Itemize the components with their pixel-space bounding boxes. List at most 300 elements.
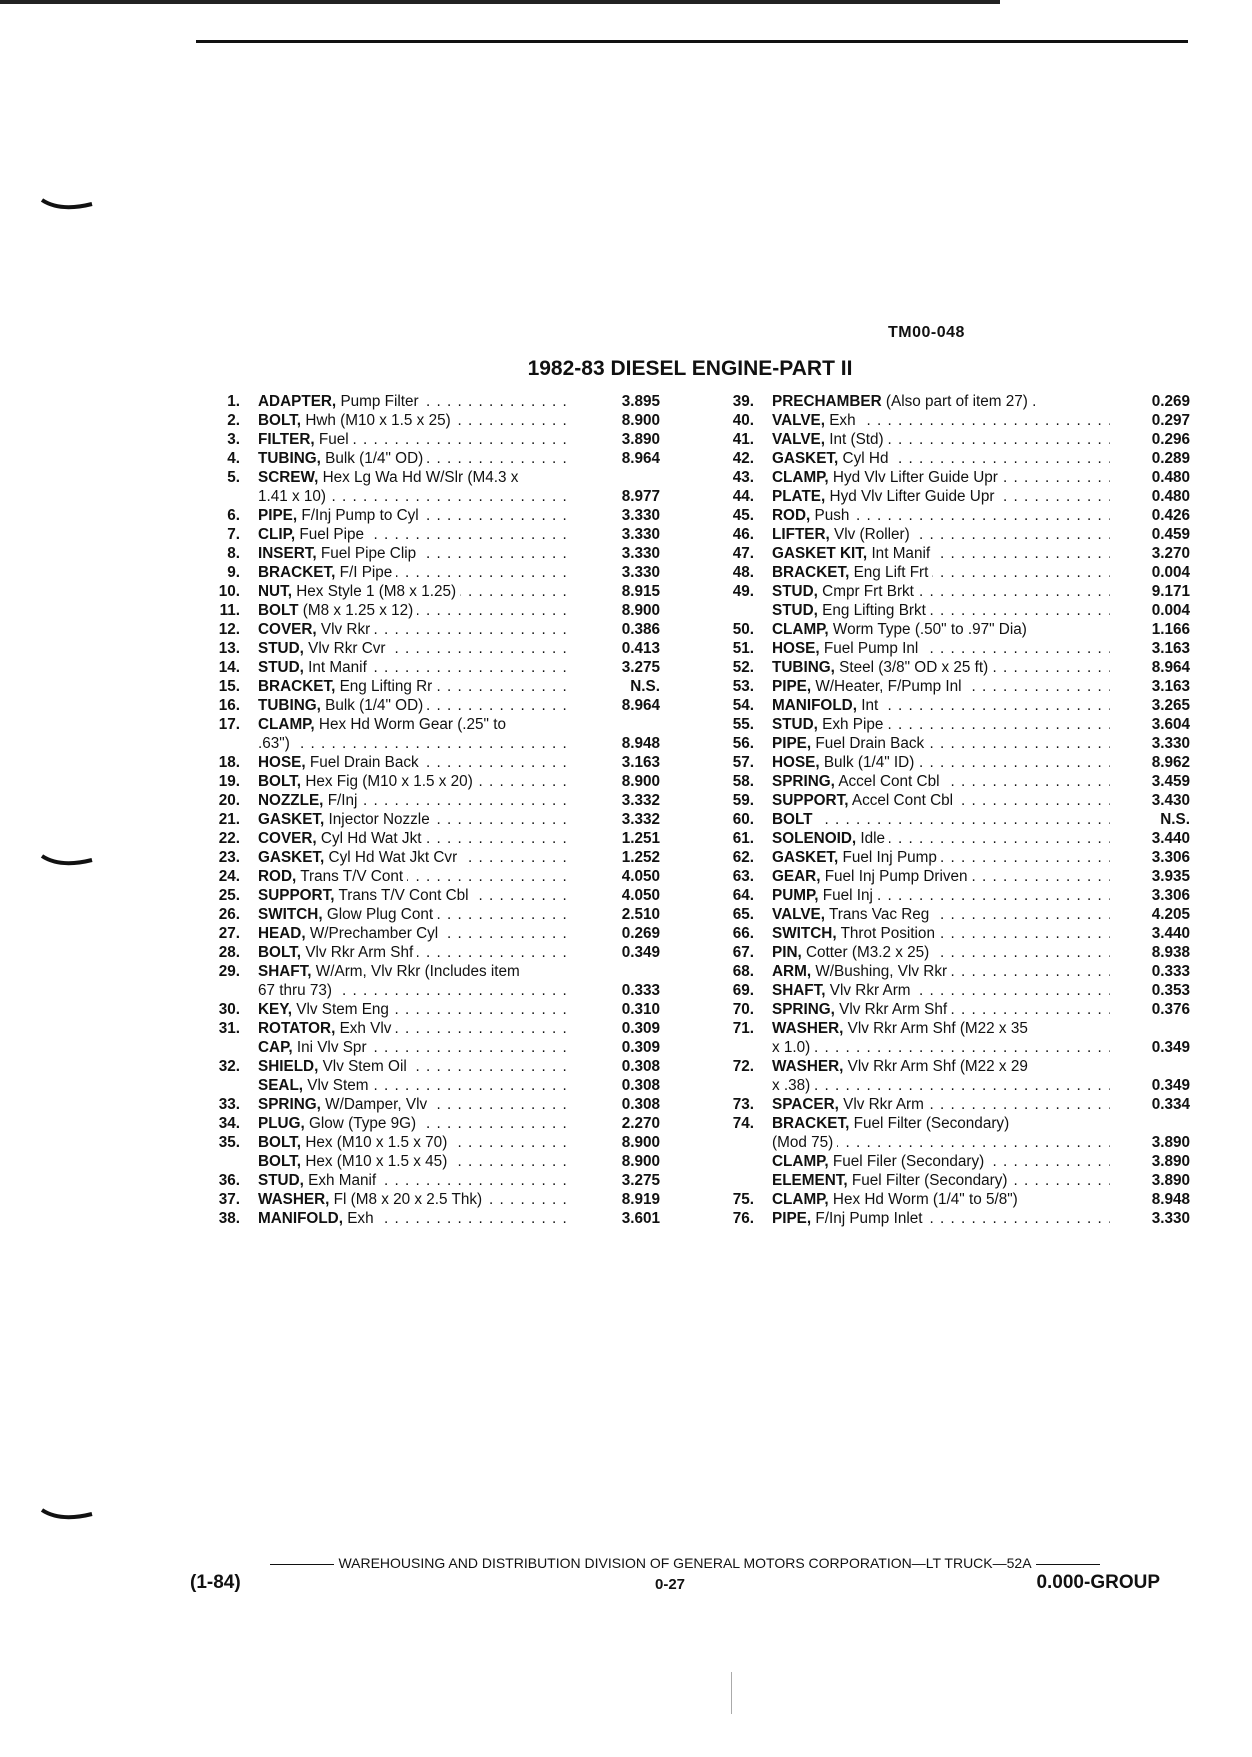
item-description-text <box>772 963 951 980</box>
item-description-text <box>772 1077 814 1094</box>
parts-list-row <box>704 867 1190 886</box>
part-name: CLAMP, <box>258 716 315 733</box>
item-description-text <box>772 1001 951 1018</box>
part-detail: Hex Hd Worm (1/4" to 5/8") <box>832 1191 1018 1208</box>
part-name: SHAFT, <box>258 963 312 980</box>
item-description-text <box>772 431 888 448</box>
item-description-text <box>772 393 1040 410</box>
item-number: 52. <box>732 659 754 676</box>
part-name: COVER, <box>258 830 317 847</box>
item-number: 48. <box>732 564 754 581</box>
parts-list-row <box>704 1133 1190 1152</box>
part-detail: Vlv Rkr Arm Shf <box>839 1001 948 1018</box>
parts-list-row <box>704 677 1190 696</box>
part-name: WASHER, <box>258 1191 330 1208</box>
item-number: 68. <box>732 963 754 980</box>
part-detail: Fuel Filter (Secondary) <box>851 1172 1008 1189</box>
item-number: 25. <box>218 887 240 904</box>
parts-list-row <box>704 1019 1190 1038</box>
item-description <box>258 1114 574 1133</box>
item-description-text <box>258 1210 378 1227</box>
item-number: 15. <box>218 678 240 695</box>
part-number-value: 4.205 <box>1151 906 1190 923</box>
part-name: TUBING, <box>258 450 321 467</box>
item-description-text <box>772 450 892 467</box>
parts-list-row <box>190 848 660 867</box>
parts-list-row <box>704 810 1190 829</box>
part-number-value: 3.459 <box>1151 773 1190 790</box>
part-number-value: 0.309 <box>621 1020 660 1037</box>
item-number: 23. <box>218 849 240 866</box>
part-detail: Cyl Hd Wat Jkt <box>320 830 422 847</box>
part-detail: Cyl Hd Wat Jkt Cvr <box>328 849 458 866</box>
part-detail: 67 thru 73) <box>258 982 332 999</box>
part-number-value: 2.510 <box>621 906 660 923</box>
item-description-text <box>258 412 455 429</box>
part-number-value: 0.349 <box>1151 1077 1190 1094</box>
item-description <box>258 696 574 715</box>
scan-mark <box>731 1672 732 1714</box>
part-number-value: 4.050 <box>621 868 660 885</box>
part-number-value: 1.251 <box>621 830 660 847</box>
part-detail: Int (Std) <box>829 431 884 448</box>
item-description-text <box>258 830 425 847</box>
item-description-text <box>258 754 423 771</box>
part-detail: Int <box>861 697 879 714</box>
part-name: INSERT, <box>258 545 317 562</box>
part-detail: Fuel Pump Inl <box>823 640 919 657</box>
parts-list-row <box>190 563 660 582</box>
item-number: 65. <box>732 906 754 923</box>
part-detail: Vlv Rkr Cvr <box>308 640 386 657</box>
part-number-value: 8.900 <box>621 1153 660 1170</box>
part-name: GASKET, <box>772 450 839 467</box>
part-detail: W/Arm, Vlv Rkr (Includes item <box>315 963 520 980</box>
part-number-value: 8.938 <box>1151 944 1190 961</box>
part-number-value: 0.386 <box>621 621 660 638</box>
part-number-value: 0.413 <box>621 640 660 657</box>
parts-list-row <box>190 525 660 544</box>
item-description-text <box>258 1058 411 1075</box>
item-number: 44. <box>732 488 754 505</box>
part-number-value: 9.171 <box>1151 583 1190 600</box>
parts-list-row <box>704 1209 1190 1228</box>
item-description-text <box>772 1210 926 1227</box>
item-description-text <box>258 925 442 942</box>
item-description <box>772 601 1110 620</box>
parts-list-row <box>190 1000 660 1019</box>
footer-division <box>210 1555 1160 1571</box>
part-name: SPRING, <box>772 773 835 790</box>
item-description <box>772 582 1110 601</box>
part-number-value: 3.440 <box>1151 925 1190 942</box>
part-detail: Cotter (M3.2 x 25) <box>806 944 930 961</box>
item-number: 35. <box>218 1134 240 1151</box>
part-name: MANIFOLD, <box>258 1210 343 1227</box>
parts-list-row <box>190 715 660 734</box>
part-number-value: 3.895 <box>621 393 660 410</box>
item-description <box>772 772 1110 791</box>
parts-list-row <box>704 658 1190 677</box>
item-description <box>258 639 574 658</box>
item-number: 64. <box>732 887 754 904</box>
item-number: 39. <box>732 393 754 410</box>
item-description-text <box>258 849 461 866</box>
part-detail: Fuel Pipe Clip <box>320 545 417 562</box>
item-number: 50. <box>732 621 754 638</box>
parts-list-row <box>704 601 1190 620</box>
part-number-value: 0.480 <box>1151 469 1190 486</box>
item-description <box>772 753 1110 772</box>
part-detail: Hwh (M10 x 1.5 x 25) <box>305 412 451 429</box>
part-detail: (M8 x 1.25 x 12) <box>302 602 414 619</box>
item-description <box>258 544 574 563</box>
item-number: 32. <box>218 1058 240 1075</box>
part-name: ROTATOR, <box>258 1020 336 1037</box>
item-description-text <box>772 944 933 961</box>
parts-list-row <box>704 1038 1190 1057</box>
parts-list-row <box>704 924 1190 943</box>
part-name: BOLT <box>258 602 299 619</box>
parts-list-row <box>704 487 1190 506</box>
item-description-text <box>772 1039 814 1056</box>
parts-list-row <box>190 449 660 468</box>
part-name: GASKET KIT, <box>772 545 868 562</box>
item-description-text <box>772 716 887 733</box>
parts-list-row <box>704 563 1190 582</box>
part-detail: F/I Pipe <box>339 564 393 581</box>
parts-list-row <box>704 886 1190 905</box>
item-number: 59. <box>732 792 754 809</box>
item-number: 75. <box>732 1191 754 1208</box>
parts-list-row <box>190 1171 660 1190</box>
part-name: CLAMP, <box>772 1191 829 1208</box>
item-description <box>258 905 574 924</box>
part-number-value: 3.330 <box>621 526 660 543</box>
item-description-text <box>772 488 998 505</box>
part-number-value: 8.962 <box>1151 754 1190 771</box>
item-description-text <box>258 545 420 562</box>
part-name: WASHER, <box>772 1058 844 1075</box>
item-number: 16. <box>218 697 240 714</box>
part-name: ROD, <box>258 868 297 885</box>
part-name: MANIFOLD, <box>772 697 857 714</box>
part-number-value: 3.306 <box>1151 849 1190 866</box>
parts-list-row <box>704 943 1190 962</box>
parts-list-row <box>190 1209 660 1228</box>
item-description <box>772 715 1110 734</box>
item-description-text <box>258 1153 451 1170</box>
item-description <box>258 487 574 506</box>
item-description-text <box>772 735 928 752</box>
item-description <box>258 924 574 943</box>
item-number: 33. <box>218 1096 240 1113</box>
item-description-text <box>772 792 957 809</box>
part-detail: Trans T/V Cont <box>300 868 404 885</box>
item-description-text <box>258 583 460 600</box>
part-detail: F/Inj Pump Inlet <box>815 1210 923 1227</box>
part-name: SHIELD, <box>258 1058 319 1075</box>
item-description-text <box>772 982 915 999</box>
part-name: SCREW, <box>258 469 319 486</box>
item-description-text <box>258 602 417 619</box>
part-name: CAP, <box>258 1039 293 1056</box>
item-description <box>258 753 574 772</box>
parts-list-row <box>704 506 1190 525</box>
part-name: NUT, <box>258 583 292 600</box>
item-number: 29. <box>218 963 240 980</box>
part-number-value: 0.269 <box>1151 393 1190 410</box>
parts-list-row <box>704 544 1190 563</box>
item-description <box>258 1190 574 1209</box>
part-detail: Fuel Filter (Secondary) <box>853 1115 1010 1132</box>
document-code: TM00-048 <box>888 324 965 341</box>
part-number-value: 3.430 <box>1151 792 1190 809</box>
part-number-value: 3.890 <box>1151 1172 1190 1189</box>
item-description <box>258 1057 574 1076</box>
part-number-value: 0.289 <box>1151 450 1190 467</box>
part-number-value: 3.275 <box>621 659 660 676</box>
part-detail: Exh Manif <box>308 1172 377 1189</box>
part-number-value: 0.308 <box>621 1058 660 1075</box>
item-number: 71. <box>732 1020 754 1037</box>
item-description-text <box>772 1096 928 1113</box>
binder-notch-mark <box>40 1508 94 1522</box>
part-name: STUD, <box>772 602 818 619</box>
item-description-text <box>772 1115 1013 1132</box>
part-number-value: 0.269 <box>621 925 660 942</box>
part-detail: Steel (3/8" OD x 25 ft) <box>839 659 989 676</box>
header-rule <box>196 40 1188 43</box>
part-detail: Fl (M8 x 20 x 2.5 Thk) <box>333 1191 483 1208</box>
parts-list-row <box>190 1038 660 1057</box>
item-description-text <box>258 868 407 885</box>
parts-list-row <box>190 886 660 905</box>
part-name: HOSE, <box>258 754 306 771</box>
item-description-text <box>772 1191 1022 1208</box>
item-description <box>772 1000 1110 1019</box>
parts-list-row <box>190 639 660 658</box>
part-name: PIPE, <box>258 507 298 524</box>
parts-list-row <box>704 1114 1190 1133</box>
item-description <box>258 1209 574 1228</box>
part-number-value: 8.900 <box>621 773 660 790</box>
part-number-value: 0.334 <box>1151 1096 1190 1113</box>
part-detail: Fuel Pipe <box>299 526 364 543</box>
parts-list-row <box>190 1190 660 1209</box>
item-description <box>258 1171 574 1190</box>
item-number: 70. <box>732 1001 754 1018</box>
parts-list-row <box>190 924 660 943</box>
part-name: CLAMP, <box>772 469 829 486</box>
item-description <box>772 1190 1110 1209</box>
parts-list-row <box>190 658 660 677</box>
part-detail: Push <box>814 507 850 524</box>
part-name: GEAR, <box>772 868 821 885</box>
part-detail: Glow (Type 9G) <box>309 1115 417 1132</box>
part-detail: Fuel <box>318 431 349 448</box>
part-detail: W/Bushing, Vlv Rkr <box>815 963 948 980</box>
part-name: ROD, <box>772 507 811 524</box>
item-description-text <box>258 1001 393 1018</box>
parts-list-row <box>704 639 1190 658</box>
part-detail: Vlv Stem Eng <box>296 1001 389 1018</box>
parts-list-row <box>190 829 660 848</box>
item-description <box>258 658 574 677</box>
part-name: STUD, <box>258 640 304 657</box>
part-name: PLATE, <box>772 488 826 505</box>
item-description <box>772 867 1110 886</box>
item-number: 43. <box>732 469 754 486</box>
item-description <box>258 1152 574 1171</box>
item-number: 31. <box>218 1020 240 1037</box>
part-number-value: 8.948 <box>1151 1191 1190 1208</box>
part-detail: Hyd Vlv Lifter Guide Upr <box>829 488 995 505</box>
item-description <box>258 1038 574 1057</box>
part-name: SWITCH, <box>772 925 837 942</box>
part-detail: Vlv (Roller) <box>834 526 910 543</box>
part-detail: (Also part of item 27) . <box>885 393 1037 410</box>
item-description <box>258 829 574 848</box>
item-number: 58. <box>732 773 754 790</box>
item-description-text <box>772 1058 1032 1075</box>
parts-list-row <box>190 392 660 411</box>
item-number: 26. <box>218 906 240 923</box>
parts-list-row <box>704 468 1190 487</box>
part-detail: Cyl Hd <box>842 450 889 467</box>
part-number-value: 8.900 <box>621 1134 660 1151</box>
part-name: BRACKET, <box>258 564 336 581</box>
part-name: VALVE, <box>772 412 825 429</box>
item-description <box>258 734 574 753</box>
item-description-text <box>258 659 371 676</box>
item-description <box>772 639 1110 658</box>
part-detail: Hex Hd Worm Gear (.25" to <box>318 716 506 733</box>
binder-notch-mark <box>40 854 94 868</box>
part-number-value: 8.919 <box>621 1191 660 1208</box>
footer-date: (1-84) <box>190 1572 241 1593</box>
part-number-value: 3.890 <box>621 431 660 448</box>
item-description <box>258 468 574 487</box>
item-description <box>772 1057 1110 1076</box>
part-number-value: 0.376 <box>1151 1001 1190 1018</box>
part-detail: x 1.0) <box>772 1039 811 1056</box>
part-detail: Int Manif <box>308 659 367 676</box>
item-description <box>772 1133 1110 1152</box>
part-detail: Exh <box>347 1210 374 1227</box>
item-number: 5. <box>227 469 240 486</box>
part-name: CLAMP, <box>772 621 829 638</box>
part-number-value: 0.310 <box>621 1001 660 1018</box>
item-description <box>772 677 1110 696</box>
parts-list-row <box>190 1114 660 1133</box>
parts-list-row <box>190 468 660 487</box>
item-number: 62. <box>732 849 754 866</box>
part-name: HOSE, <box>772 754 820 771</box>
item-description <box>258 1133 574 1152</box>
item-description-text <box>772 906 933 923</box>
item-number: 54. <box>732 697 754 714</box>
part-detail: Fuel Inj <box>822 887 873 904</box>
part-detail: Vlv Rkr Arm <box>843 1096 924 1113</box>
item-description <box>772 848 1110 867</box>
item-description-text <box>772 640 922 657</box>
part-detail: Hex Fig (M10 x 1.5 x 20) <box>305 773 473 790</box>
part-detail: Vlv Stem Oil <box>322 1058 407 1075</box>
item-description-text <box>258 507 423 524</box>
parts-list-row <box>704 962 1190 981</box>
item-description <box>258 1019 574 1038</box>
part-name: GASKET, <box>772 849 839 866</box>
parts-list-row <box>190 544 660 563</box>
item-description <box>258 620 574 639</box>
item-description <box>258 848 574 867</box>
part-name: BOLT, <box>258 1134 302 1151</box>
item-description <box>772 734 1110 753</box>
part-detail: Int Manif <box>871 545 931 562</box>
part-detail: Vlv Stem <box>307 1077 369 1094</box>
item-description <box>772 1095 1110 1114</box>
part-number-value: 0.308 <box>621 1096 660 1113</box>
item-number: 20. <box>218 792 240 809</box>
part-detail: Hex Lg Wa Hd W/Slr (M4.3 x <box>322 469 519 486</box>
part-name: PUMP, <box>772 887 819 904</box>
item-description <box>258 601 574 620</box>
parts-list-row <box>704 582 1190 601</box>
part-detail: Trans Vac Reg <box>828 906 930 923</box>
item-description <box>772 1019 1110 1038</box>
part-detail: Vlv Rkr Arm Shf (M22 x 29 <box>847 1058 1028 1075</box>
item-number: 74. <box>732 1115 754 1132</box>
part-detail: Pump Filter <box>340 393 419 410</box>
item-number: 6. <box>227 507 240 524</box>
item-description <box>258 1095 574 1114</box>
part-number-value: 0.296 <box>1151 431 1190 448</box>
item-description <box>258 525 574 544</box>
item-description <box>772 468 1110 487</box>
item-description <box>772 449 1110 468</box>
item-description-text <box>772 602 930 619</box>
item-description <box>258 715 574 734</box>
item-number: 22. <box>218 830 240 847</box>
item-description <box>258 582 574 601</box>
part-number-value: 3.890 <box>1151 1134 1190 1151</box>
item-number: 10. <box>218 583 240 600</box>
item-description-text <box>258 393 423 410</box>
part-detail: Fuel Inj Pump Driven <box>824 868 968 885</box>
parts-list-row <box>190 411 660 430</box>
parts-list-row <box>190 772 660 791</box>
parts-list-row <box>190 753 660 772</box>
parts-list-row <box>704 1171 1190 1190</box>
parts-list-row <box>190 791 660 810</box>
parts-list-row <box>190 430 660 449</box>
part-detail: Fuel Drain Back <box>815 735 925 752</box>
part-name: PIPE, <box>772 1210 812 1227</box>
parts-list-row <box>190 677 660 696</box>
item-number: 36. <box>218 1172 240 1189</box>
item-description-text <box>772 697 882 714</box>
parts-list-row <box>704 981 1190 1000</box>
part-name: PRECHAMBER <box>772 393 882 410</box>
item-number: 69. <box>732 982 754 999</box>
item-number: 3. <box>227 431 240 448</box>
part-number-value: 3.330 <box>1151 735 1190 752</box>
parts-list-row <box>704 848 1190 867</box>
parts-list-row <box>190 1076 660 1095</box>
item-number: 41. <box>732 431 754 448</box>
part-detail: W/Heater, F/Pump Inl <box>815 678 962 695</box>
